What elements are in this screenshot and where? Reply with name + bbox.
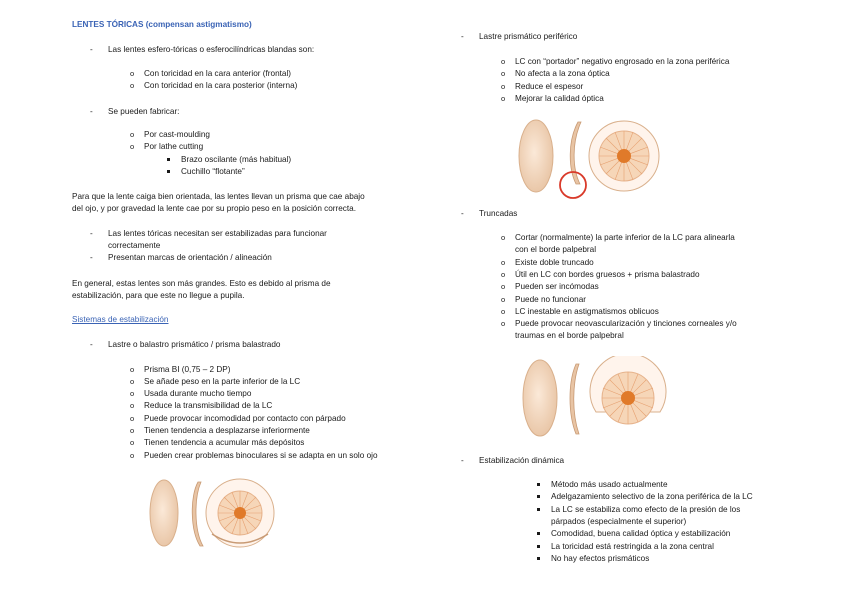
sub-item: o Puede provocar incomodidad por contacto con párpado	[144, 413, 346, 425]
sub-item: o Usada durante mucho tiempo	[144, 388, 251, 400]
sub-item: o Por cast-moulding	[144, 129, 210, 141]
pupil	[234, 507, 246, 519]
section-title: LENTES TÓRICAS (compensan astigmatismo)	[72, 20, 252, 29]
bullet-item: - Presentan marcas de orientación / alineación	[108, 252, 272, 264]
sub-item-cont: traumas en el borde palpebral	[515, 331, 624, 340]
sub-item: o Pueden crear problemas binoculares si se adapta en un solo ojo	[144, 450, 378, 462]
sub-item: o Mejorar la calidad óptica	[515, 93, 604, 105]
bullet-item: - Se pueden fabricar:	[108, 106, 179, 118]
lens-figure-peripheral-ballast	[516, 118, 666, 206]
bullet-item: - Las lentes tóricas necesitan ser estabilizadas para funcionar	[108, 228, 327, 240]
subsection-title: Sistemas de estabilización	[72, 315, 169, 324]
sub-item: o Con toricidad en la cara posterior (interna)	[144, 80, 297, 92]
sub-item: o Tienen tendencia a acumular más depósitos	[144, 437, 304, 449]
sub-item: o Con toricidad en la cara anterior (frontal)	[144, 68, 291, 80]
lens-profile	[570, 364, 579, 434]
subsub-item: La LC se estabiliza como efecto de la presión de los	[551, 505, 741, 514]
sub-item: o Útil en LC con bordes gruesos + prisma balastrado	[515, 269, 700, 281]
lens-side-view	[523, 360, 557, 436]
sub-item: o Existe doble truncado	[515, 257, 594, 269]
bullet-item: - Truncadas	[479, 208, 517, 220]
sub-item: o Puede no funcionar	[515, 294, 586, 306]
paragraph-line: En general, estas lentes son más grandes. Esto es debido al prisma de	[72, 279, 331, 288]
subsub-item: Adelgazamiento selectivo de la zona periférica de la LC	[551, 492, 753, 501]
subsub-item: No hay efectos prismáticos	[551, 554, 650, 563]
subsub-item: Método más usado actualmente	[551, 480, 668, 489]
lens-side-view	[519, 120, 553, 192]
sub-item: o Pueden ser incómodas	[515, 281, 599, 293]
bullet-item: - Lastre prismático periférico	[479, 31, 577, 43]
sub-item: o Cortar (normalmente) la parte inferior de la LC para alinearla	[515, 232, 735, 244]
lens-figure-truncated	[520, 356, 670, 444]
sub-item: o Se añade peso en la parte inferior de la LC	[144, 376, 300, 388]
sub-item: o Puede provocar neovascularización y tinciones corneales y/o	[515, 318, 737, 330]
lens-figure-prism-ballast	[148, 476, 298, 550]
paragraph-line: estabilización, para que este no llegue a pupila.	[72, 291, 245, 300]
pupil	[617, 149, 631, 163]
paragraph-line: del ojo, y por gravedad la lente cae por su propio peso en la posición correcta.	[72, 204, 357, 213]
subsub-item-cont: párpados (especialmente el superior)	[551, 517, 687, 526]
sub-item: o Prisma BI (0,75 – 2 DP)	[144, 364, 230, 376]
sub-item: o Tienen tendencia a desplazarse inferiormente	[144, 425, 310, 437]
sub-item: o Reduce la transmisibilidad de la LC	[144, 400, 272, 412]
lens-profile	[192, 482, 203, 546]
sub-item: o No afecta a la zona óptica	[515, 68, 610, 80]
sub-item: o LC con “portador” negativo engrosado en la zona periférica	[515, 56, 729, 68]
lens-side-view	[150, 480, 178, 546]
bullet-item: - Lastre o balastro prismático / prisma balastrado	[108, 339, 280, 351]
pupil	[621, 391, 635, 405]
sub-item-cont: con el borde palpebral	[515, 245, 597, 254]
subsub-item: Brazo oscilante (más habitual)	[181, 155, 292, 164]
bullet-item-cont: correctamente	[108, 241, 161, 250]
bullet-item: - Estabilización dinámica	[479, 455, 564, 467]
sub-item: o Reduce el espesor	[515, 81, 583, 93]
subsub-item: Cuchillo “flotante”	[181, 167, 245, 176]
sub-item: o Por lathe cutting	[144, 141, 203, 153]
paragraph-line: Para que la lente caiga bien orientada, las lentes llevan un prisma que cae abajo	[72, 192, 365, 201]
subsub-item: La toricidad está restringida a la zona central	[551, 542, 714, 551]
bullet-item: - Las lentes esfero-tóricas o esferocilíndricas blandas son:	[108, 44, 314, 56]
subsub-item: Comodidad, buena calidad óptica y estabilización	[551, 529, 731, 538]
sub-item: o LC inestable en astigmatismos oblicuos	[515, 306, 659, 318]
